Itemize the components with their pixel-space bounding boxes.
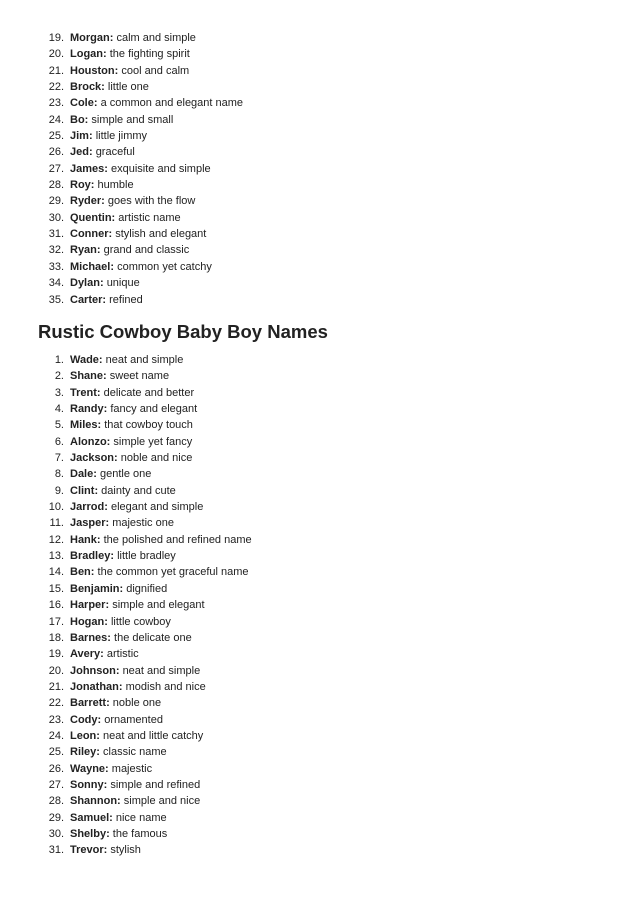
item-name: Clint: [70, 484, 99, 497]
item-number: 7. [54, 452, 64, 465]
item-entry [70, 581, 167, 597]
item-number: 18. [48, 631, 64, 644]
item-name: Bradley: [70, 550, 115, 563]
item-name: Conner: [70, 228, 113, 241]
item-name: Jim: [70, 130, 93, 143]
item-name: Ben: [70, 566, 95, 579]
item-entry [70, 292, 143, 308]
item-description: artistic [106, 648, 139, 661]
item-entry [70, 63, 189, 79]
item-description: majestic one [112, 517, 174, 530]
item-entry [70, 826, 167, 842]
item-entry [70, 210, 181, 226]
item-name: Dale: [70, 468, 97, 481]
item-description: dainty and cute [101, 484, 176, 497]
item-entry [70, 663, 200, 679]
item-entry [70, 793, 200, 809]
item-number: 22. [48, 81, 64, 94]
item-description: little one [107, 81, 149, 94]
item-number: 24. [48, 729, 64, 742]
item-entry [70, 434, 192, 450]
item-description: stylish [110, 844, 141, 857]
item-entry [70, 695, 161, 711]
item-number: 30. [48, 211, 64, 224]
item-name: Morgan: [70, 32, 114, 44]
item-entry [70, 385, 194, 401]
item-number: 27. [48, 162, 64, 175]
item-description: elegant and simple [110, 501, 204, 514]
item-name: Brock: [70, 81, 105, 94]
item-description: sweet name [109, 370, 170, 383]
item-name: Barrett: [70, 697, 110, 710]
item-number: 32. [48, 244, 64, 257]
item-name: Bo: [70, 113, 89, 126]
item-number: 22. [48, 697, 64, 710]
item-name: Sonny: [70, 778, 108, 791]
item-number: 5. [54, 419, 64, 432]
item-entry [70, 161, 211, 177]
item-entry [70, 712, 163, 728]
item-description: goes with the flow [107, 195, 196, 208]
item-entry [70, 646, 139, 662]
item-entry [70, 46, 190, 62]
item-description: ornamented [104, 713, 163, 726]
item-name: Wayne: [70, 762, 109, 775]
item-number: 23. [48, 713, 64, 726]
item-entry [70, 417, 193, 433]
item-entry [70, 548, 176, 564]
item-description: dignified [126, 582, 168, 595]
item-entry [70, 128, 147, 144]
item-number: 26. [48, 762, 64, 775]
item-name: Jackson: [70, 452, 118, 465]
item-entry [70, 177, 134, 193]
item-description: little bradley [117, 550, 176, 563]
item-name: Jasper: [70, 517, 110, 530]
item-entry [70, 564, 249, 580]
item-entry [70, 597, 205, 613]
item-name: Barnes: [70, 631, 111, 644]
item-description: little jimmy [95, 130, 148, 143]
item-description: stylish and elegant [115, 228, 207, 241]
item-entry [70, 275, 140, 291]
item-entry [70, 144, 135, 160]
item-entry [70, 112, 173, 128]
item-entry [70, 777, 200, 793]
item-description: artistic name [118, 211, 181, 224]
item-description: unique [106, 277, 140, 290]
item-description: fancy and elegant [110, 403, 198, 416]
item-number: 31. [48, 228, 64, 241]
item-description: the delicate one [114, 631, 192, 644]
item-number: 29. [48, 195, 64, 208]
item-number: 4. [54, 403, 64, 416]
item-entry [70, 744, 167, 760]
item-description: the common yet graceful name [97, 566, 249, 579]
item-name: Samuel: [70, 811, 113, 824]
item-number: 21. [48, 680, 64, 693]
item-number: 9. [54, 484, 64, 497]
item-description: nice name [115, 811, 167, 824]
item-entry [70, 226, 206, 242]
item-number: 35. [48, 293, 64, 306]
item-name: Shane: [70, 370, 107, 383]
item-entry [70, 842, 141, 858]
item-description: common yet catchy [117, 260, 212, 273]
item-number: 19. [48, 648, 64, 661]
item-description: simple and elegant [112, 599, 205, 612]
item-number: 26. [48, 146, 64, 159]
item-name: Logan: [70, 48, 107, 61]
item-number: 12. [48, 533, 64, 546]
item-name: Carter: [70, 293, 107, 306]
item-number: 28. [48, 179, 64, 192]
item-description: neat and little catchy [103, 729, 204, 742]
item-description: neat and simple [105, 354, 184, 366]
item-name: Alonzo: [70, 435, 111, 448]
item-number: 30. [48, 827, 64, 840]
item-name: Harper: [70, 599, 110, 612]
item-name: Michael: [70, 260, 115, 273]
item-description: grand and classic [103, 244, 190, 257]
item-description: classic name [103, 746, 167, 759]
item-number: 16. [48, 599, 64, 612]
item-entry [70, 259, 212, 275]
item-name: Jarrod: [70, 501, 108, 514]
item-description: gentle one [99, 468, 152, 481]
item-description: the fighting spirit [109, 48, 190, 61]
item-number: 24. [48, 113, 64, 126]
item-name: Houston: [70, 64, 119, 77]
item-number: 3. [54, 386, 64, 399]
item-name: Cole: [70, 97, 98, 110]
item-entry [70, 761, 152, 777]
item-description: simple and nice [123, 795, 201, 808]
item-description: calm and simple [116, 32, 196, 44]
item-number: 10. [48, 501, 64, 514]
item-name: Avery: [70, 648, 104, 661]
item-name: Johnson: [70, 664, 120, 677]
item-entry [70, 30, 196, 46]
item-description: majestic [111, 762, 153, 775]
item-entry [70, 483, 176, 499]
item-entry [70, 368, 169, 384]
item-entry [70, 401, 197, 417]
item-name: Jonathan: [70, 680, 123, 693]
item-number: 17. [48, 615, 64, 628]
item-entry [70, 515, 174, 531]
item-name: Trevor: [70, 844, 108, 857]
item-description: noble and nice [120, 452, 193, 465]
item-name: James: [70, 162, 108, 175]
item-number: 31. [48, 844, 64, 857]
item-number: 21. [48, 64, 64, 77]
section-heading: Rustic Cowboy Baby Boy Names [38, 321, 328, 342]
item-entry [70, 810, 167, 826]
item-description: graceful [95, 146, 135, 159]
item-name: Hogan: [70, 615, 108, 628]
item-number: 29. [48, 811, 64, 824]
item-name: Shannon: [70, 795, 121, 808]
item-name: Dylan: [70, 277, 104, 290]
item-entry [70, 679, 206, 695]
item-name: Ryder: [70, 195, 105, 208]
item-name: Randy: [70, 403, 108, 416]
item-description: simple and small [91, 113, 174, 126]
item-entry [70, 499, 203, 515]
item-name: Quentin: [70, 211, 116, 224]
item-entry [70, 193, 195, 209]
item-name: Shelby: [70, 827, 110, 840]
item-description: simple yet fancy [113, 435, 193, 448]
item-description: modish and nice [125, 680, 206, 693]
item-number: 34. [48, 277, 64, 290]
item-description: the famous [112, 827, 168, 840]
item-number: 2. [54, 370, 64, 383]
item-number: 6. [54, 435, 64, 448]
item-entry [70, 728, 203, 744]
item-entry [70, 79, 149, 95]
item-description: a common and elegant name [100, 97, 244, 110]
item-description: noble one [112, 697, 162, 710]
item-description: refined [109, 293, 143, 306]
item-number: 25. [48, 130, 64, 143]
item-description: simple and refined [110, 778, 201, 791]
item-description: little cowboy [110, 615, 171, 628]
item-entry [70, 466, 151, 482]
item-name: Miles: [70, 419, 102, 432]
item-entry [70, 532, 252, 548]
item-name: Hank: [70, 533, 101, 546]
item-name: Ryan: [70, 244, 101, 257]
item-entry [70, 242, 189, 258]
item-number: 1. [54, 354, 64, 366]
item-name: Roy: [70, 179, 95, 192]
item-entry [70, 450, 192, 466]
item-description: delicate and better [103, 386, 195, 399]
item-description: the polished and refined name [103, 533, 252, 546]
item-number: 20. [48, 48, 64, 61]
item-entry [70, 630, 192, 646]
item-number: 14. [48, 566, 64, 579]
item-number: 19. [48, 32, 64, 44]
item-entry [70, 95, 243, 111]
item-number: 33. [48, 260, 64, 273]
item-entry [70, 614, 171, 630]
item-number: 8. [54, 468, 64, 481]
item-name: Wade: [70, 354, 103, 366]
item-number: 27. [48, 778, 64, 791]
item-number: 28. [48, 795, 64, 808]
item-number: 15. [48, 582, 64, 595]
item-name: Riley: [70, 746, 100, 759]
item-entry [70, 352, 183, 368]
item-number: 23. [48, 97, 64, 110]
item-description: humble [97, 179, 134, 192]
item-number: 25. [48, 746, 64, 759]
item-name: Leon: [70, 729, 100, 742]
item-number: 20. [48, 664, 64, 677]
item-description: that cowboy touch [104, 419, 193, 432]
item-name: Benjamin: [70, 582, 124, 595]
item-description: neat and simple [122, 664, 201, 677]
item-description: exquisite and simple [110, 162, 211, 175]
item-number: 11. [49, 517, 64, 530]
item-description: cool and calm [121, 64, 190, 77]
item-name: Trent: [70, 386, 101, 399]
item-name: Cody: [70, 713, 102, 726]
item-name: Jed: [70, 146, 93, 159]
item-number: 13. [48, 550, 64, 563]
